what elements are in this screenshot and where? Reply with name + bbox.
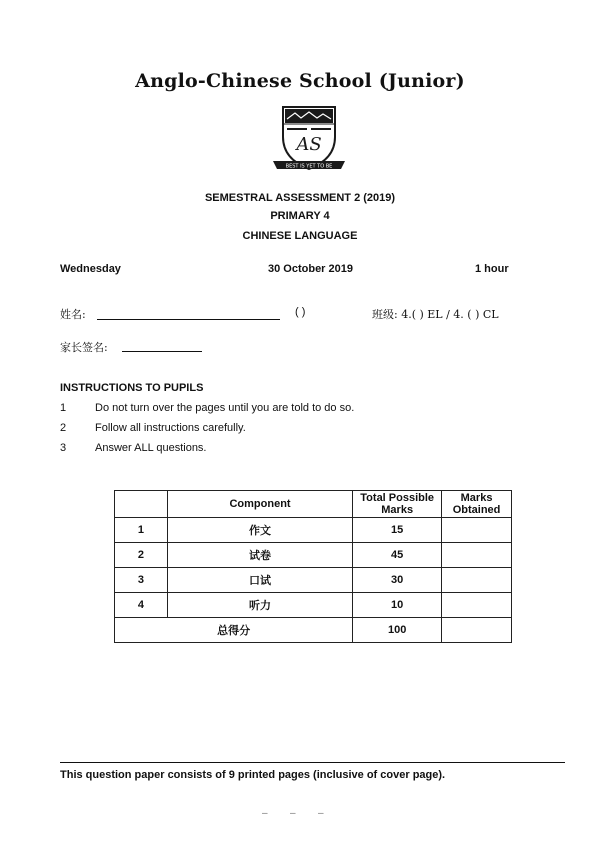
header-cell: Component [167,491,352,518]
marks-obtained-cell[interactable] [442,518,512,543]
table-row [115,568,512,593]
instruction-text: Do not turn over the pages until you are told to do so. [95,402,355,414]
instruction-number: 1 [60,402,67,414]
row-number: 2 [115,543,168,568]
school-name: Anglo-Chinese School (Junior) [135,70,465,92]
instruction-number: 3 [60,442,67,454]
parent-sign-label: 家长签名: [60,341,108,354]
class-label: 班级: 4.( ) EL / 4. ( ) CL [372,308,499,321]
total-marks-cell: 15 [353,518,442,543]
exam-day: Wednesday [60,263,121,275]
component-cell: 试卷 [167,543,352,568]
total-marks-cell: 10 [353,593,442,618]
marks-obtained-cell[interactable] [442,568,512,593]
table-header-row [115,491,512,518]
instruction-number: 2 [60,422,67,434]
component-cell: 听力 [167,593,352,618]
header-cell: Total Possible Marks [353,491,442,518]
header-cell: Marks Obtained [442,491,512,518]
footer-note: This question paper consists of 9 printed pages (inclusive of cover page). [60,769,446,781]
level-title: PRIMARY 4 [270,210,330,222]
grand-total-label: 总得分 [115,618,353,643]
school-crest-icon [269,103,349,177]
row-number: 4 [115,593,168,618]
grand-total-marks: 100 [353,618,442,643]
row-number: 1 [115,518,168,543]
table-row [115,518,512,543]
component-cell: 口试 [167,568,352,593]
total-marks-cell: 30 [353,568,442,593]
crest-letters: AS [296,134,322,155]
component-cell: 作文 [167,518,352,543]
page-dash: – [290,808,296,819]
total-marks-cell: 45 [353,543,442,568]
marks-obtained-cell[interactable] [442,543,512,568]
crest-motto: BEST IS YET TO BE [285,163,333,170]
page-dash: – [318,808,324,819]
name-line[interactable] [97,319,280,320]
instruction-text: Answer ALL questions. [95,442,207,454]
table-row [115,593,512,618]
table-row [115,543,512,568]
instruction-text: Follow all instructions carefully. [95,422,246,434]
row-number: 3 [115,568,168,593]
subject-title: CHINESE LANGUAGE [242,230,358,242]
header-cell [115,491,168,518]
assessment-title: SEMESTRAL ASSESSMENT 2 (2019) [204,192,396,204]
marks-obtained-cell[interactable] [442,593,512,618]
instructions-heading: INSTRUCTIONS TO PUPILS [60,382,204,394]
parent-sign-line[interactable] [122,351,202,352]
table-total-row [115,618,512,643]
exam-date: 30 October 2019 [268,263,353,275]
page-dash: – [262,808,268,819]
index-brackets: ( ) [295,306,306,318]
marks-table [114,490,512,643]
exam-duration: 1 hour [475,263,509,275]
grand-total-obtained[interactable] [442,618,512,643]
name-label: 姓名: [60,308,86,321]
footer-divider [60,762,565,763]
